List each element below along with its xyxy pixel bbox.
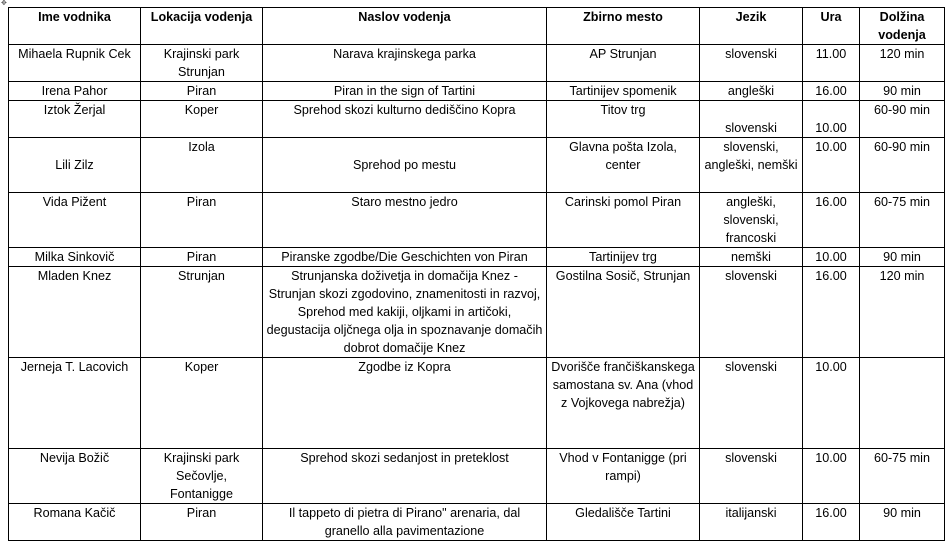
tour-title-cell: Staro mestno jedro bbox=[263, 193, 547, 248]
duration-cell: 90 min bbox=[860, 82, 945, 101]
table-row bbox=[9, 193, 945, 248]
header-guide-name: Ime vodnika bbox=[9, 8, 141, 45]
duration-cell: 120 min bbox=[860, 267, 945, 358]
header-row bbox=[9, 8, 945, 45]
header-time: Ura bbox=[803, 8, 860, 45]
language-cell: nemški bbox=[700, 248, 803, 267]
meeting-point-cell: Gledališče Tartini bbox=[547, 504, 700, 541]
duration-cell: 60-90 min bbox=[860, 138, 945, 193]
language-cell: slovenski bbox=[700, 101, 803, 138]
table-row bbox=[9, 267, 945, 358]
table-row bbox=[9, 82, 945, 101]
language-cell: slovenski bbox=[700, 449, 803, 504]
meeting-point-cell: Dvorišče frančiškanskega samostana sv. Ana (vhod z Vojkovega nabrežja) bbox=[547, 358, 700, 449]
table-row bbox=[9, 504, 945, 541]
location-cell: Izola bbox=[141, 138, 263, 193]
table-row bbox=[9, 358, 945, 449]
location-cell: Piran bbox=[141, 248, 263, 267]
tour-title-cell: Sprehod po mestu bbox=[263, 138, 547, 193]
time-cell: 10.00 bbox=[803, 358, 860, 449]
duration-cell: 90 min bbox=[860, 248, 945, 267]
time-cell: 10.00 bbox=[803, 138, 860, 193]
tour-title-cell: Sprehod skozi kulturno dediščino Kopra bbox=[263, 101, 547, 138]
tour-title-cell: Il tappeto di pietra di Pirano" arenaria, dal granello alla pavimentazione bbox=[263, 504, 547, 541]
guide-name-cell: Iztok Žerjal bbox=[9, 101, 141, 138]
time-cell: 10.00 bbox=[803, 248, 860, 267]
location-cell: Piran bbox=[141, 504, 263, 541]
meeting-point-cell: Tartinijev spomenik bbox=[547, 82, 700, 101]
location-cell: Strunjan bbox=[141, 267, 263, 358]
meeting-point-cell: Carinski pomol Piran bbox=[547, 193, 700, 248]
time-cell: 16.00 bbox=[803, 504, 860, 541]
table-row bbox=[9, 449, 945, 504]
guide-name-cell: Irena Pahor bbox=[9, 82, 141, 101]
time-cell: 16.00 bbox=[803, 193, 860, 248]
language-cell: slovenski, angleški, nemški bbox=[700, 138, 803, 193]
language-cell: angleški bbox=[700, 82, 803, 101]
time-cell: 11.00 bbox=[803, 45, 860, 82]
duration-cell: 60-90 min bbox=[860, 101, 945, 138]
guide-name-cell: Jerneja T. Lacovich bbox=[9, 358, 141, 449]
guide-name-cell: Mladen Knez bbox=[9, 267, 141, 358]
language-cell: slovenski bbox=[700, 45, 803, 82]
duration-cell: 60-75 min bbox=[860, 449, 945, 504]
time-cell: 16.00 bbox=[803, 267, 860, 358]
guided-tours-table bbox=[8, 7, 945, 541]
header-tour-title: Naslov vodenja bbox=[263, 8, 547, 45]
location-cell: Krajinski park Sečovlje, Fontanigge bbox=[141, 449, 263, 504]
time-cell: 10.00 bbox=[803, 101, 860, 138]
table-row bbox=[9, 45, 945, 82]
language-cell: slovenski bbox=[700, 267, 803, 358]
header-language: Jezik bbox=[700, 8, 803, 45]
tour-title-cell: Narava krajinskega parka bbox=[263, 45, 547, 82]
time-cell: 10.00 bbox=[803, 449, 860, 504]
location-cell: Koper bbox=[141, 101, 263, 138]
header-meeting-point: Zbirno mesto bbox=[547, 8, 700, 45]
meeting-point-cell: Gostilna Sosič, Strunjan bbox=[547, 267, 700, 358]
duration-cell: 120 min bbox=[860, 45, 945, 82]
table-row bbox=[9, 101, 945, 138]
move-arrows-icon[interactable]: ✥ bbox=[1, 0, 7, 7]
meeting-point-cell: Tartinijev trg bbox=[547, 248, 700, 267]
guide-name-cell: Nevija Božič bbox=[9, 449, 141, 504]
guide-name-cell: Mihaela Rupnik Cek bbox=[9, 45, 141, 82]
tour-title-cell: Piran in the sign of Tartini bbox=[263, 82, 547, 101]
meeting-point-cell: AP Strunjan bbox=[547, 45, 700, 82]
guide-name-cell: Romana Kačič bbox=[9, 504, 141, 541]
header-location: Lokacija vodenja bbox=[141, 8, 263, 45]
meeting-point-cell: Titov trg bbox=[547, 101, 700, 138]
guide-name-cell: Vida Pižent bbox=[9, 193, 141, 248]
duration-cell bbox=[860, 358, 945, 449]
table-row bbox=[9, 138, 945, 193]
meeting-point-cell: Vhod v Fontanigge (pri rampi) bbox=[547, 449, 700, 504]
time-cell: 16.00 bbox=[803, 82, 860, 101]
guide-name-cell: Milka Sinkovič bbox=[9, 248, 141, 267]
header-duration: Dolžina vodenja bbox=[860, 8, 945, 45]
language-cell: slovenski bbox=[700, 358, 803, 449]
location-cell: Krajinski park Strunjan bbox=[141, 45, 263, 82]
duration-cell: 60-75 min bbox=[860, 193, 945, 248]
guide-name-cell: Lili Zilz bbox=[9, 138, 141, 193]
tour-title-cell: Piranske zgodbe/Die Geschichten von Piran bbox=[263, 248, 547, 267]
tour-title-cell: Zgodbe iz Kopra bbox=[263, 358, 547, 449]
location-cell: Piran bbox=[141, 82, 263, 101]
meeting-point-cell: Glavna pošta Izola, center bbox=[547, 138, 700, 193]
location-cell: Piran bbox=[141, 193, 263, 248]
language-cell: italijanski bbox=[700, 504, 803, 541]
duration-cell: 90 min bbox=[860, 504, 945, 541]
tour-title-cell: Strunjanska doživetja in domačija Knez - Strunjan skozi zgodovino, znamenitosti in razvoj, Sprehod med kakiji, oljkami in artičoki, degustacija olјčnega olja in spoznavanje domačih dobrot domačije Knez bbox=[263, 267, 547, 358]
table-row bbox=[9, 248, 945, 267]
language-cell: angleški, slovenski, francoski bbox=[700, 193, 803, 248]
location-cell: Koper bbox=[141, 358, 263, 449]
tour-title-cell: Sprehod skozi sedanjost in preteklost bbox=[263, 449, 547, 504]
